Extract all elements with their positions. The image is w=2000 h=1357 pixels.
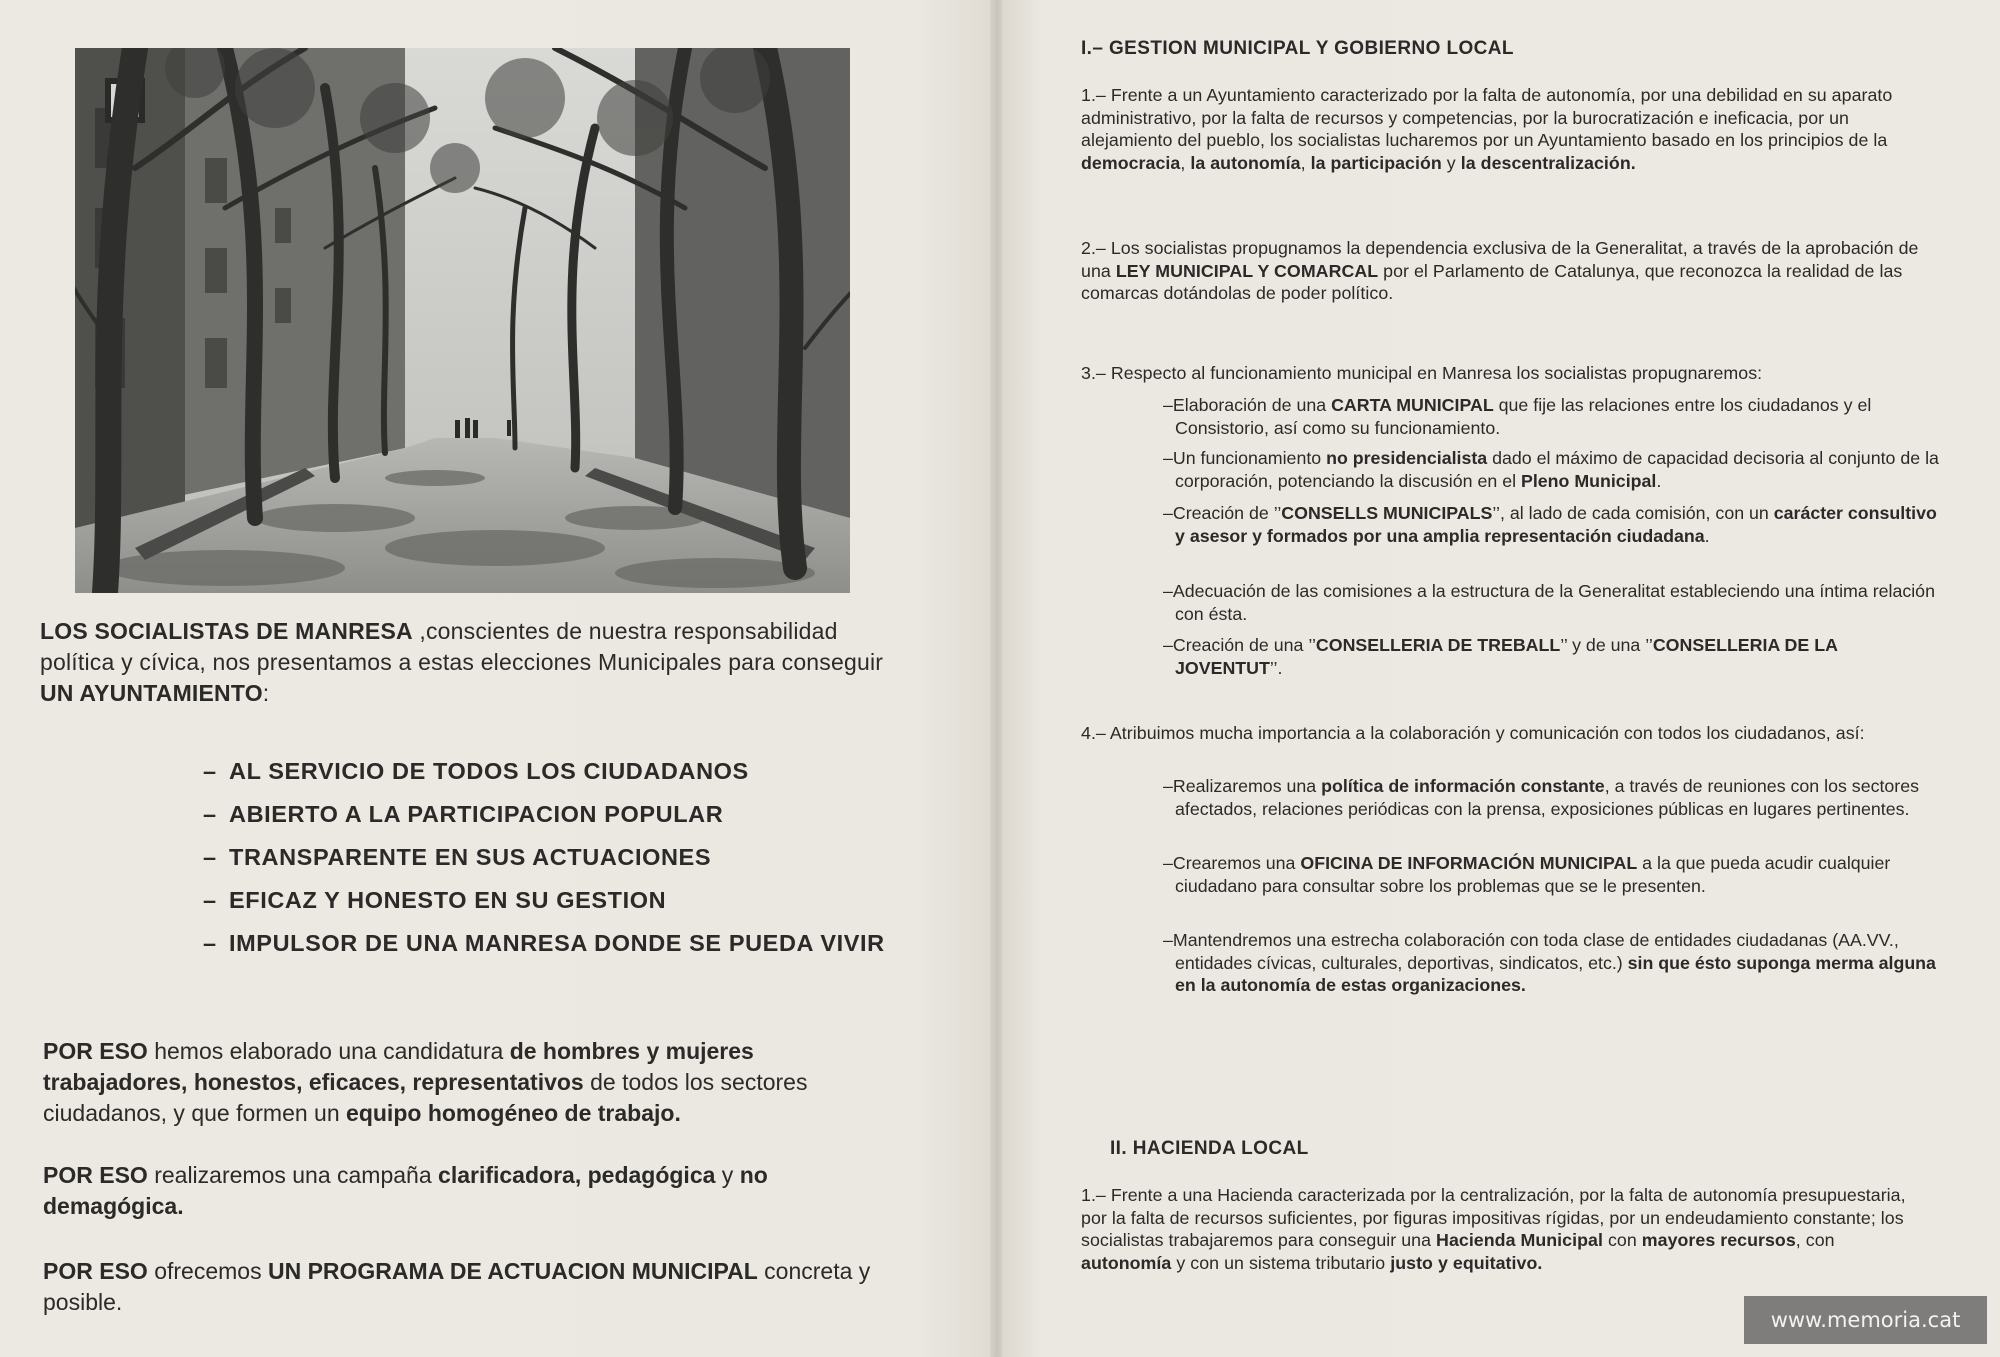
goal-item: – IMPULSOR DE UNA MANRESA DONDE SE PUEDA VIVIR bbox=[203, 928, 893, 959]
list-item: –Elaboración de una CARTA MUNICIPAL que fije las relaciones entre los ciudadanos y el Consistorio, así como su funcionamiento. bbox=[1163, 395, 1872, 438]
por-eso-bold: de hombres y mujeres trabajadores, honestos, eficaces, representativos bbox=[43, 1038, 754, 1095]
paragraph-text: y bbox=[1441, 152, 1461, 173]
section-1-paragraph-2 bbox=[1081, 237, 1929, 305]
intro-lead: LOS SOCIALISTAS DE MANRESA bbox=[40, 618, 413, 644]
paragraph-bold: democracia bbox=[1081, 152, 1181, 173]
por-eso-paragraph-3 bbox=[43, 1256, 888, 1318]
intro-paragraph bbox=[40, 616, 885, 709]
section-1-paragraph-1 bbox=[1081, 84, 1929, 174]
por-eso-paragraph-1 bbox=[43, 1036, 888, 1129]
paragraph-text: , bbox=[1180, 152, 1191, 173]
por-eso-text: y bbox=[715, 1162, 740, 1188]
list-item: –Realizaremos una política de información constante, a través de reuniones con los sectores afectados, relaciones periódicas con la prensa, exposiciones públicas en lugares pertinentes. bbox=[1163, 776, 1920, 819]
por-eso-bold: no demagógica. bbox=[43, 1162, 768, 1219]
section-2-title: II. HACIENDA LOCAL bbox=[1110, 1138, 1309, 1159]
por-eso-text: realizaremos una campaña bbox=[147, 1162, 439, 1188]
intro-emphasis: UN AYUNTAMIENTO bbox=[40, 680, 263, 706]
paragraph-text: y con un sistema tributario bbox=[1171, 1252, 1391, 1273]
paragraph-bold: LEY MUNICIPAL Y COMARCAL bbox=[1115, 260, 1379, 281]
list-item: –Mantendremos una estrecha colaboración con toda clase de entidades ciudadanas (AA.VV., entidades cívicas, culturales, deportivas, sindicatos, etc.) sin que ésto suponga merma alguna en la autonomía de estas organizaciones. bbox=[1163, 930, 1936, 995]
paragraph-text: con bbox=[1602, 1230, 1642, 1250]
list-item: –Un funcionamiento no presidencialista dado el máximo de capacidad decisoria al conjunto de la corporación, potenciando la discusión en el Pleno Municipal. bbox=[1163, 448, 1939, 491]
paragraph-text: , con bbox=[1795, 1230, 1835, 1250]
paragraph-bold: la autonomía bbox=[1190, 152, 1301, 173]
street-photo bbox=[75, 48, 850, 593]
list-item: –Crearemos una OFICINA DE INFORMACIÓN MUNICIPAL a la que pueda acudir cualquier ciudadano para consultar sobre los problemas que se le presenten. bbox=[1163, 853, 1891, 896]
list-item: –Creación de ’’CONSELLS MUNICIPALS’’, al lado de cada comisión, con un carácter consultivo y asesor y formados por una amplia representación ciudadana. bbox=[1163, 503, 1937, 546]
por-eso-lead: POR ESO bbox=[43, 1162, 148, 1188]
section-1-paragraph-3: 3.– Respecto al funcionamiento municipal en Manresa los socialistas propugnaremos: bbox=[1081, 363, 1763, 383]
por-eso-text: hemos elaborado una candidatura bbox=[147, 1038, 510, 1064]
paragraph-text: , bbox=[1300, 152, 1311, 173]
por-eso-text: concreta y posible. bbox=[43, 1258, 871, 1315]
intro-text: ,conscientes de nuestra responsabilidad política y cívica, nos presentamos a estas elecciones Municipales para conseguir bbox=[40, 618, 884, 675]
por-eso-bold: UN PROGRAMA DE ACTUACION MUNICIPAL bbox=[267, 1258, 758, 1284]
intro-end: : bbox=[262, 680, 270, 706]
por-eso-bold: equipo homogéneo de trabajo. bbox=[346, 1100, 681, 1126]
list-item: –Adecuación de las comisiones a la estructura de la Generalitat estableciendo una íntima relación con ésta. bbox=[1163, 581, 1935, 624]
watermark-link[interactable]: www.memoria.cat bbox=[1744, 1296, 1987, 1344]
paragraph-text: por el Parlamento de Catalunya, que reconozca la realidad de las comarcas dotándolas de poder político. bbox=[1081, 260, 1903, 303]
por-eso-paragraph-2 bbox=[43, 1160, 888, 1222]
por-eso-text: de todos los sectores ciudadanos, y que formen un bbox=[43, 1069, 808, 1126]
left-page bbox=[0, 0, 995, 1357]
por-eso-bold: clarificadora, pedagógica bbox=[438, 1162, 716, 1188]
paragraph-text: 2.– Los socialistas propugnamos la dependencia exclusiva de la Generalitat, a través de la aprobación de una bbox=[1081, 238, 1919, 281]
paragraph-bold: la descentralización. bbox=[1460, 152, 1636, 173]
goal-item: – ABIERTO A LA PARTICIPACION POPULAR bbox=[203, 799, 893, 830]
section-1-paragraph-4: 4.– Atribuimos mucha importancia a la colaboración y comunicación con todos los ciudadanos, así: bbox=[1081, 723, 1865, 743]
por-eso-lead: POR ESO bbox=[43, 1038, 148, 1064]
list-item: –Creación de una ’’CONSELLERIA DE TREBALL’’ y de una ’’CONSELLERIA DE LA JOVENTUT’’. bbox=[1163, 635, 1838, 678]
section-1-title: I.– GESTION MUNICIPAL Y GOBIERNO LOCAL bbox=[1081, 38, 1514, 59]
paragraph-text: 1.– Frente a un Ayuntamiento caracterizado por la falta de autonomía, por una debilidad en su aparato administrativo, por la falta de recursos y competencias, por la burocratización e ineficacia, por un alejamiento del pueblo, los socialistas lucharemos por un Ayuntamiento basado en los principios de la bbox=[1081, 85, 1893, 150]
paragraph-bold: justo y equitativo. bbox=[1390, 1252, 1543, 1273]
goal-item: – EFICAZ Y HONESTO EN SU GESTION bbox=[203, 885, 893, 916]
paragraph-bold: mayores recursos bbox=[1641, 1230, 1796, 1250]
paragraph-bold: Hacienda Municipal bbox=[1436, 1230, 1603, 1250]
paragraph-bold: la participación bbox=[1310, 152, 1442, 173]
goals-list bbox=[203, 756, 893, 971]
por-eso-text: ofrecemos bbox=[147, 1258, 268, 1284]
paragraph-text: 1.– Frente a una Hacienda caracterizada por la centralización, por la falta de autonomía presupuestaria, por la falta de recursos suficientes, por figuras impositivas rígidas, por un endeudamiento constante; los socialistas trabajaremos para conseguir una bbox=[1081, 1185, 1906, 1250]
section-2-paragraph-1 bbox=[1081, 1184, 1929, 1274]
promenade-photo-illustration bbox=[75, 48, 850, 593]
por-eso-lead: POR ESO bbox=[43, 1258, 148, 1284]
goal-item: – AL SERVICIO DE TODOS LOS CIUDADANOS bbox=[203, 756, 893, 787]
paragraph-bold: autonomía bbox=[1081, 1252, 1172, 1273]
goal-item: – TRANSPARENTE EN SUS ACTUACIONES bbox=[203, 842, 893, 873]
